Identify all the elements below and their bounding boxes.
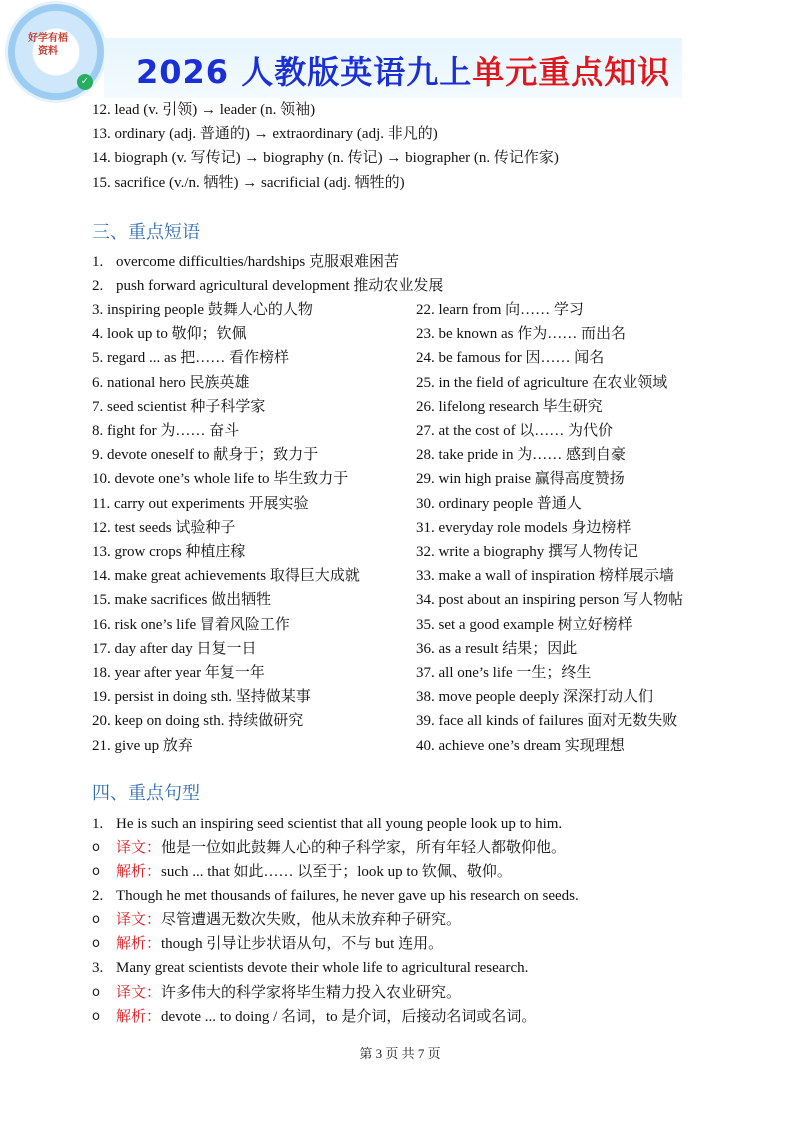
phrase-item: 26. lifelong research 毕生研究 (416, 399, 603, 415)
sentence-text: Many great scientists devote their whole life to agricultural research. (116, 960, 529, 976)
phrase-item: 17. day after day 日复一日 (92, 641, 257, 657)
translation-text: 他是一位如此鼓舞人心的种子科学家，所有年轻人都敬仰他。 (161, 840, 567, 856)
phrase-item: 24. be famous for 因…… 闻名 (416, 350, 605, 366)
sentence-text: He is such an inspiring seed scientist that all young people look up to him. (116, 816, 563, 832)
phrase-item: 9. devote oneself to 献身于；致力于 (92, 447, 319, 463)
phrase-item: 25. in the field of agriculture 在农业领域 (416, 375, 668, 391)
phrase-item: 15. make sacrifices 做出牺牲 (92, 592, 272, 608)
phrase-item: 11. carry out experiments 开展实验 (92, 496, 309, 512)
bullet-icon: o (92, 1009, 100, 1024)
phrase-number: 2. (92, 278, 104, 294)
analysis-line (116, 934, 443, 954)
phrase-item: 20. keep on doing sth. 持续做研究 (92, 713, 304, 729)
sentence-number: 1. (92, 816, 104, 832)
phrase-item: 35. set a good example 树立好榜样 (416, 617, 633, 633)
sentence-text: Though he met thousands of failures, he never gave up his research on seeds. (116, 888, 579, 904)
phrase-item: 12. test seeds 试验种子 (92, 520, 236, 536)
phrase-item: 38. move people deeply 深深打动人们 (416, 689, 654, 705)
translation-label: 译文： (116, 985, 162, 1001)
page-number-footer: 第 3 页 共 7 页 (359, 1046, 441, 1061)
phrase-item: 5. regard ... as 把…… 看作榜样 (92, 350, 290, 366)
phrase-text: push forward agricultural development 推动农业发展 (116, 278, 444, 294)
analysis-line (116, 1007, 536, 1027)
translation-text: 尽管遭遇无数次失败，他从未放弃种子研究。 (161, 912, 462, 928)
section-heading-phrases: 三、重点短语 (92, 222, 200, 243)
phrase-item: 4. look up to 敬仰；钦佩 (92, 326, 247, 342)
phrase-item: 19. persist in doing sth. 坚持做某事 (92, 689, 311, 705)
phrase-item: 22. learn from 向…… 学习 (416, 302, 584, 318)
phrase-item (92, 276, 443, 296)
analysis-text: such ... that 如此…… 以至于；look up to 钦佩、敬仰。 (161, 864, 512, 880)
word-form-line: 13. ordinary (adj. 普通的) → extraordinary (adj. 非凡的) (92, 126, 438, 142)
sentence-number: 3. (92, 960, 104, 976)
bullet-icon: o (92, 985, 100, 1000)
phrase-item: 39. face all kinds of failures 面对无数失败 (416, 713, 678, 729)
translation-line (116, 838, 566, 858)
phrase-item: 30. ordinary people 普通人 (416, 496, 582, 512)
analysis-text: devote ... to doing / 名词，to 是介词，后接动名词或名词。 (161, 1009, 537, 1025)
analysis-label: 解析： (116, 936, 162, 952)
page-header (0, 0, 800, 100)
title-part-red: 单元重点知识 (472, 53, 671, 91)
mini-program-icon: ✓ (77, 74, 93, 90)
sentence-item (92, 958, 528, 978)
phrase-item: 34. post about an inspiring person 写人物帖 (416, 592, 684, 608)
analysis-text: though 引导让步状语从句，不与 but 连用。 (161, 936, 444, 952)
translation-label: 译文： (116, 912, 162, 928)
phrase-item: 16. risk one’s life 冒着风险工作 (92, 617, 290, 633)
word-form-line: 14. biograph (v. 写传记) → biography (n. 传记) → biographer (n. 传记作家) (92, 150, 559, 166)
sentence-number: 2. (92, 888, 104, 904)
phrase-item: 28. take pride in 为…… 感到自豪 (416, 447, 626, 463)
phrase-item: 7. seed scientist 种子科学家 (92, 399, 266, 415)
word-form-line: 15. sacrifice (v./n. 牺牲) → sacrificial (adj. 牺牲的) (92, 175, 405, 191)
phrase-item: 32. write a biography 撰写人物传记 (416, 544, 639, 560)
phrase-item: 8. fight for 为…… 奋斗 (92, 423, 240, 439)
analysis-label: 解析： (116, 1009, 162, 1025)
phrase-item: 18. year after year 年复一年 (92, 665, 265, 681)
word-form-line: 12. lead (v. 引领) → leader (n. 领袖) (92, 102, 316, 118)
bullet-icon: o (92, 864, 100, 879)
translation-text: 许多伟大的科学家将毕生精力投入农业研究。 (161, 985, 462, 1001)
page-title (136, 50, 670, 94)
sentence-item (92, 886, 579, 906)
bullet-icon: o (92, 912, 100, 927)
sentence-item (92, 814, 562, 834)
phrase-item: 27. at the cost of 以…… 为代价 (416, 423, 614, 439)
bullet-icon: o (92, 936, 100, 951)
translation-line (116, 910, 461, 930)
phrase-item: 37. all one’s life 一生；终生 (416, 665, 592, 681)
translation-line (116, 983, 461, 1003)
phrase-item: 13. grow crops 种植庄稼 (92, 544, 246, 560)
bullet-icon: o (92, 840, 100, 855)
title-part-blue: 2026 人教版 (136, 53, 341, 91)
phrase-item: 14. make great achievements 取得巨大成就 (92, 568, 360, 584)
phrase-item: 29. win high praise 赢得高度赞扬 (416, 471, 625, 487)
phrase-item: 21. give up 放弃 (92, 738, 193, 754)
logo-text: 好学有梧 资料 (28, 33, 68, 57)
phrase-item (92, 252, 399, 272)
analysis-label: 解析： (116, 864, 162, 880)
phrase-item: 6. national hero 民族英雄 (92, 375, 250, 391)
phrase-item: 3. inspiring people 鼓舞人心的人物 (92, 302, 313, 318)
phrase-text: overcome difficulties/hardships 克服艰难困苦 (116, 254, 400, 270)
phrase-item: 40. achieve one’s dream 实现理想 (416, 738, 625, 754)
phrase-item: 10. devote one’s whole life to 毕生致力于 (92, 471, 349, 487)
section-heading-sentences: 四、重点句型 (92, 783, 200, 804)
phrase-item: 31. everyday role models 身边榜样 (416, 520, 632, 536)
translation-label: 译文： (116, 840, 162, 856)
phrase-number: 1. (92, 254, 104, 270)
title-part-dark: 英语九上 (340, 53, 473, 91)
phrase-item: 23. be known as 作为…… 而出名 (416, 326, 626, 342)
analysis-line (116, 862, 512, 882)
phrase-item: 33. make a wall of inspiration 榜样展示墙 (416, 568, 674, 584)
phrase-item: 36. as a result 结果；因此 (416, 641, 578, 657)
